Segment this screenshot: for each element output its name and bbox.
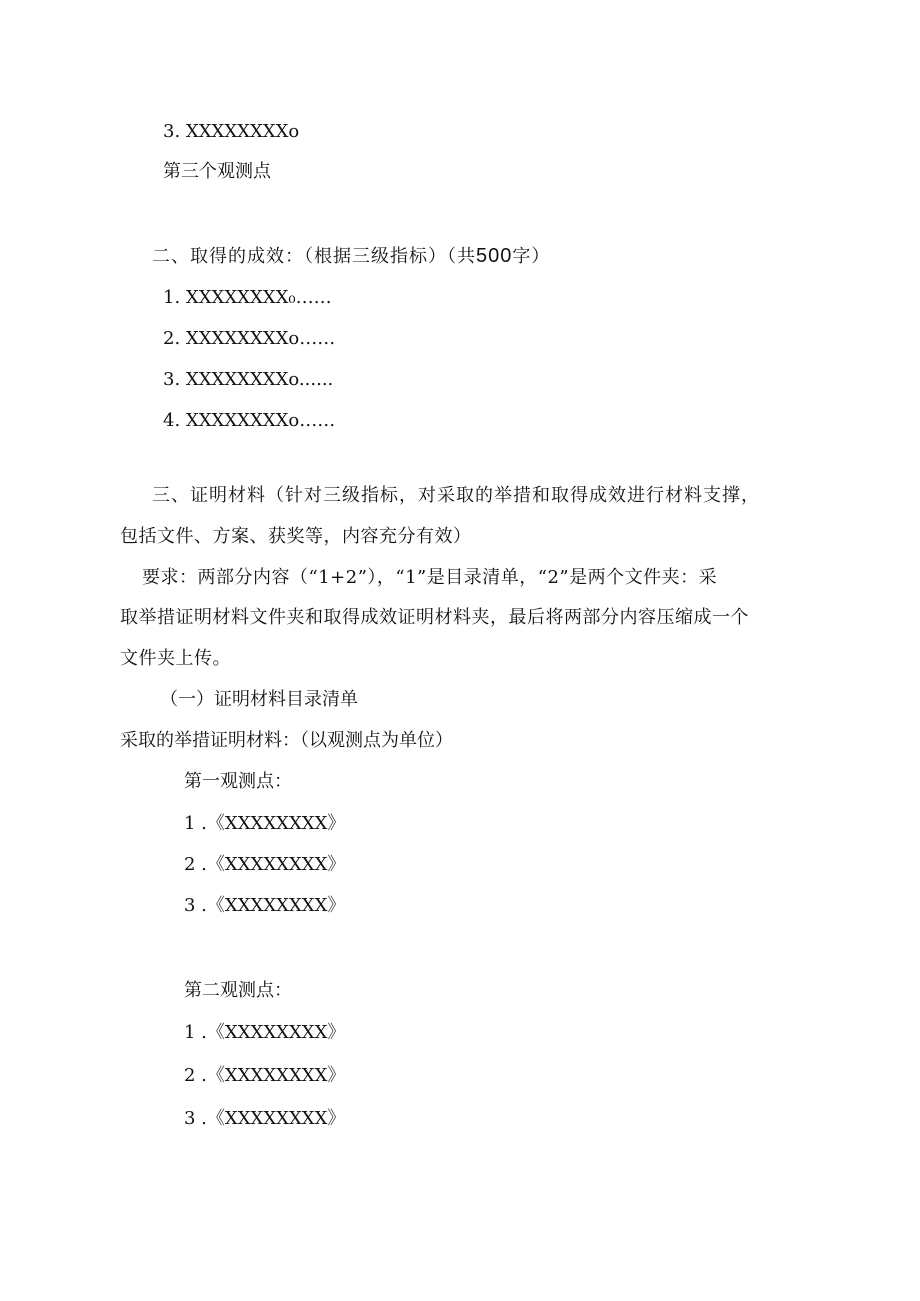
subsection-1-title: （一）证明材料目录清单 [160,689,358,710]
list-item: 2. XXXXXXXXo…… [163,328,336,349]
list-item: 1 .《XXXXXXXX》 [184,813,346,834]
list-item-3: 3. XXXXXXXXo [163,121,300,142]
requirement-line3: 文件夹上传。 [120,648,231,669]
observation-point-2-title: 第二观测点： [184,980,292,1001]
list-item: 4. XXXXXXXXo…… [163,410,336,431]
list-item: 3 .《XXXXXXXX》 [184,1108,346,1129]
list-item: 3 .《XXXXXXXX》 [184,895,346,916]
section-2-word-count: 500 [476,245,513,267]
requirement-line2: 取举措证明材料文件夹和取得成效证明材料夹，最后将两部分内容压缩成一个 [120,607,749,628]
list-item: 1. XXXXXXXX₀…… [163,287,332,308]
section-2-heading [152,244,550,269]
observation-point-1-title: 第一观测点： [184,771,292,792]
section-2-heading-suffix: 字） [512,246,551,267]
list-item: 3. XXXXXXXXo...... [163,369,334,390]
measures-materials-title: 采取的举措证明材料：（以观测点为单位） [120,730,453,751]
section-2-heading-text: 二、取得的成效：（根据三级指标）（共 [152,246,476,267]
list-item: 1 .《XXXXXXXX》 [184,1022,346,1043]
observation-point-3-title: 第三个观测点 [163,161,271,182]
list-item: 2 .《XXXXXXXX》 [184,1065,346,1086]
list-item: 2 .《XXXXXXXX》 [184,854,346,875]
section-3-heading-line1: 三、证明材料（针对三级指标，对采取的举措和取得成效进行材料支撑， [152,485,760,506]
requirement-line1: 要求：两部分内容（“1+2”），“1”是目录清单，“2”是两个文件夹：采 [142,567,718,588]
section-3-heading-line2: 包括文件、方案、获奖等，内容充分有效） [120,526,472,547]
